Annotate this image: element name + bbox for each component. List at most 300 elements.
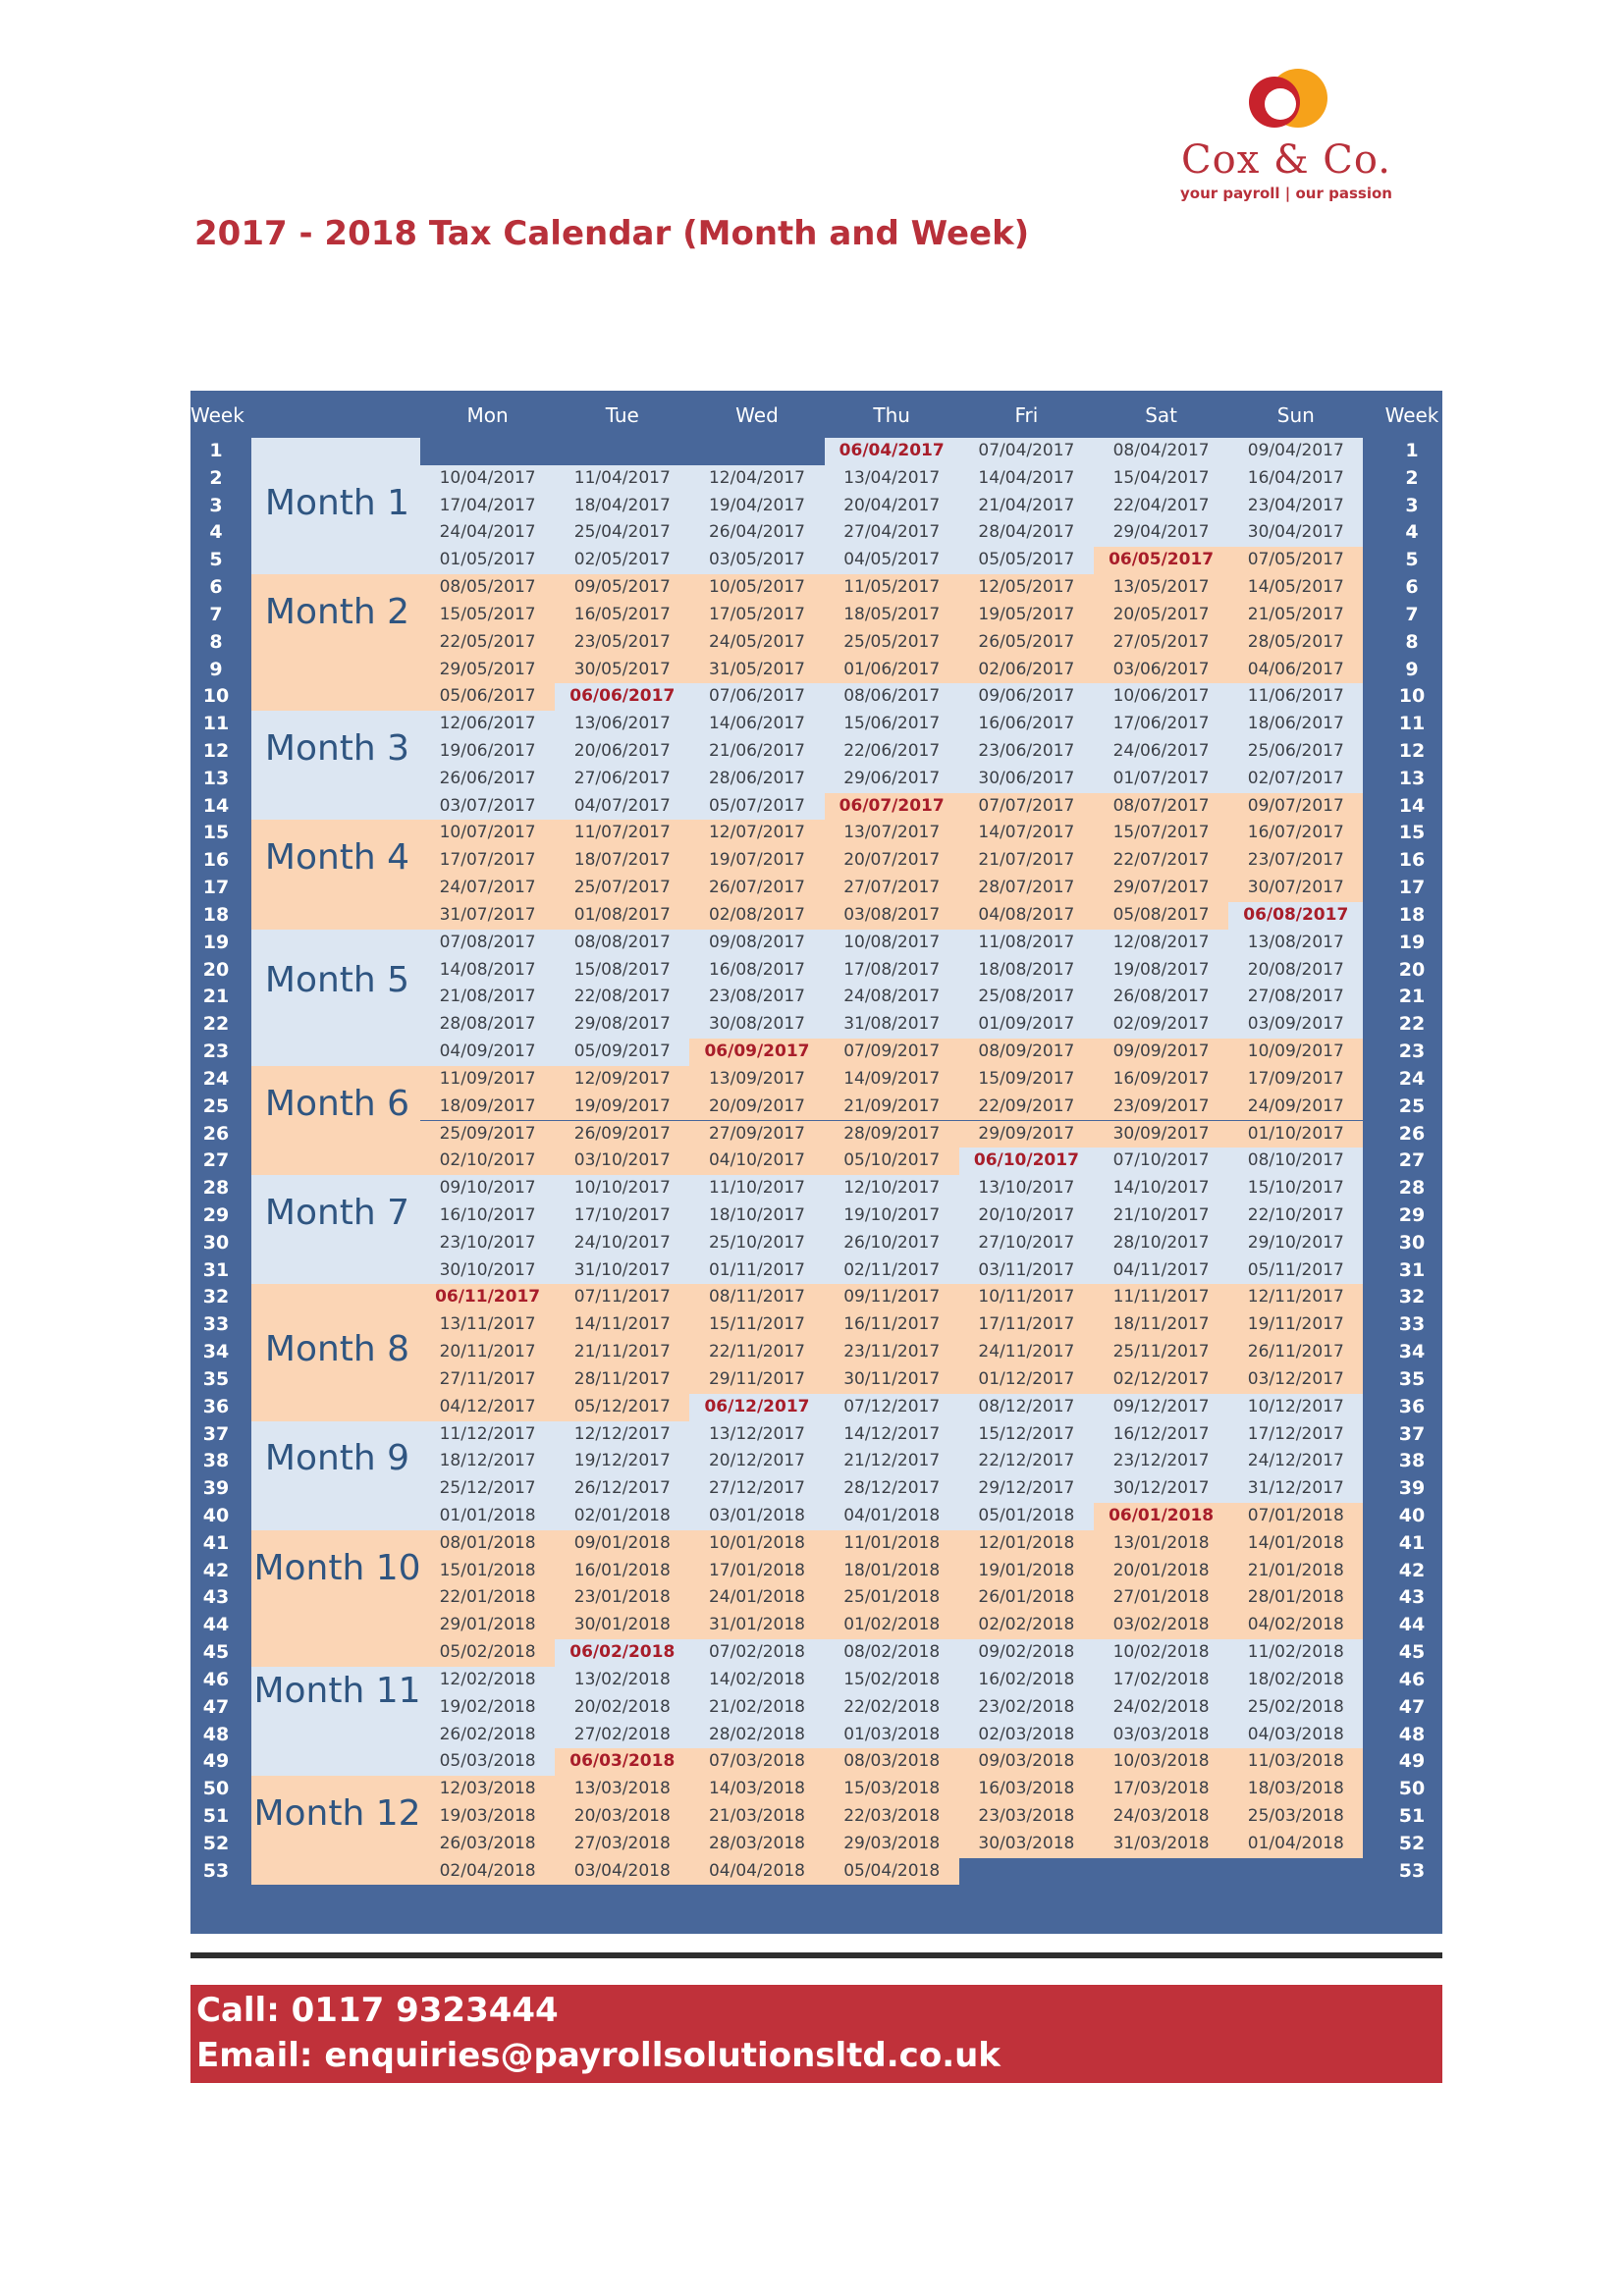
date-cell: 22/04/2017	[1112, 495, 1210, 515]
date-cell: 21/12/2017	[843, 1451, 941, 1471]
label-shade-week-39	[251, 1475, 420, 1503]
week-number-left: 8	[209, 630, 223, 653]
label-shade-week-48	[251, 1722, 420, 1749]
date-cell: 01/05/2017	[439, 550, 536, 570]
date-cell: 05/03/2018	[439, 1751, 536, 1772]
date-cell: 24/08/2017	[843, 987, 941, 1007]
date-cell: 21/10/2017	[1112, 1204, 1210, 1225]
date-cell: 23/07/2017	[1247, 850, 1344, 871]
week-number-left: 19	[202, 931, 230, 953]
date-cell: 20/06/2017	[573, 741, 671, 762]
date-cell: 04/04/2018	[708, 1860, 805, 1881]
date-cell: 04/11/2017	[1112, 1259, 1210, 1280]
date-cell: 20/08/2017	[1247, 959, 1344, 980]
month-start-date-cell: 06/03/2018	[569, 1751, 676, 1772]
week-number-left: 31	[202, 1258, 230, 1281]
date-cell: 08/09/2017	[978, 1041, 1075, 1062]
date-cell: 07/06/2017	[708, 686, 805, 707]
divider-rule	[190, 1952, 1442, 1958]
date-cell: 31/03/2018	[1112, 1833, 1210, 1853]
date-cell: 31/10/2017	[573, 1259, 671, 1280]
date-cell: 21/07/2017	[978, 850, 1075, 871]
date-cell: 26/08/2017	[1112, 987, 1210, 1007]
date-cell: 16/10/2017	[439, 1204, 536, 1225]
date-cell: 24/01/2018	[708, 1587, 805, 1608]
date-cell: 14/05/2017	[1247, 577, 1344, 598]
date-cell: 03/10/2017	[573, 1150, 671, 1171]
week-number-right: 34	[1398, 1341, 1426, 1363]
date-cell: 24/07/2017	[439, 878, 536, 898]
date-cell: 22/03/2018	[843, 1806, 941, 1826]
date-cell: 01/12/2017	[978, 1368, 1075, 1389]
date-cell: 23/05/2017	[573, 631, 671, 652]
date-cell: 02/06/2017	[978, 659, 1075, 679]
date-cell: 30/03/2018	[978, 1833, 1075, 1853]
date-cell: 16/06/2017	[978, 714, 1075, 734]
week-number-right: 36	[1398, 1395, 1426, 1417]
date-cell: 16/08/2017	[708, 959, 805, 980]
date-cell: 21/01/2018	[1247, 1560, 1344, 1580]
week-number-left: 18	[202, 903, 230, 926]
date-cell: 23/08/2017	[708, 987, 805, 1007]
date-cell: 26/02/2018	[439, 1724, 536, 1744]
date-cell: 24/09/2017	[1247, 1095, 1344, 1116]
date-cell: 21/02/2018	[708, 1696, 805, 1717]
date-cell: 09/10/2017	[439, 1178, 536, 1199]
week-number-right: 40	[1398, 1504, 1426, 1526]
week-number-right: 12	[1398, 740, 1426, 763]
date-cell: 03/05/2017	[708, 550, 805, 570]
date-cell: 03/03/2018	[1112, 1724, 1210, 1744]
date-cell: 18/09/2017	[439, 1095, 536, 1116]
month-label-10: Month 10	[253, 1547, 421, 1588]
week-number-left: 42	[202, 1559, 230, 1581]
date-cell: 02/09/2017	[1112, 1014, 1210, 1035]
date-cell: 05/08/2017	[1112, 904, 1210, 925]
week-number-left: 15	[202, 822, 230, 844]
contact-email[interactable]: Email: enquiries@payrollsolutionsltd.co.uk	[196, 2036, 1001, 2075]
label-shade-week-43	[251, 1584, 420, 1612]
date-cell: 10/03/2018	[1112, 1751, 1210, 1772]
week-number-left: 52	[202, 1832, 230, 1854]
date-cell: 20/09/2017	[708, 1095, 805, 1116]
date-cell: 30/07/2017	[1247, 878, 1344, 898]
date-cell: 12/09/2017	[573, 1068, 671, 1089]
date-cell: 29/10/2017	[1247, 1232, 1344, 1253]
week-number-right: 29	[1398, 1203, 1426, 1226]
date-cell: 25/09/2017	[439, 1123, 536, 1144]
month-start-date-cell: 06/05/2017	[1109, 550, 1215, 570]
date-cell: 28/11/2017	[573, 1368, 671, 1389]
week-number-right: 21	[1398, 986, 1426, 1008]
date-cell: 01/10/2017	[1247, 1123, 1344, 1144]
date-cell: 03/02/2018	[1112, 1615, 1210, 1635]
date-cell: 21/09/2017	[843, 1095, 941, 1116]
date-cell: 01/02/2018	[843, 1615, 941, 1635]
date-cell: 12/01/2018	[978, 1532, 1075, 1553]
date-cell: 15/10/2017	[1247, 1178, 1344, 1199]
date-cell: 27/10/2017	[978, 1232, 1075, 1253]
month-start-date-cell: 06/08/2017	[1243, 904, 1349, 925]
date-cell: 27/07/2017	[843, 878, 941, 898]
date-cell: 08/10/2017	[1247, 1150, 1344, 1171]
date-cell: 23/12/2017	[1112, 1451, 1210, 1471]
date-cell: 04/07/2017	[573, 795, 671, 816]
label-shade-week-5	[251, 547, 420, 574]
week-number-left: 9	[209, 658, 223, 680]
day-header-tue: Tue	[605, 403, 639, 427]
date-cell: 22/10/2017	[1247, 1204, 1344, 1225]
date-cell: 29/11/2017	[708, 1368, 805, 1389]
week-number-left: 28	[202, 1177, 230, 1200]
week-number-right: 13	[1398, 767, 1426, 789]
week-number-left: 37	[202, 1422, 230, 1445]
date-cell: 11/11/2017	[1112, 1287, 1210, 1308]
week-number-left: 17	[202, 877, 230, 899]
month-label-9: Month 9	[264, 1438, 410, 1479]
week-number-left: 49	[202, 1750, 230, 1773]
date-cell: 02/03/2018	[978, 1724, 1075, 1744]
brand-tagline: your payroll | our passion	[1180, 185, 1392, 202]
month-label-3: Month 3	[264, 727, 410, 769]
week-number-left: 46	[202, 1668, 230, 1690]
date-cell: 11/08/2017	[978, 932, 1075, 952]
date-cell: 15/12/2017	[978, 1423, 1075, 1444]
date-cell: 20/02/2018	[573, 1696, 671, 1717]
date-cell: 24/11/2017	[978, 1342, 1075, 1362]
week-number-right: 23	[1398, 1041, 1426, 1063]
page-title: 2017 - 2018 Tax Calendar (Month and Week)	[194, 214, 1030, 253]
date-cell: 29/04/2017	[1112, 522, 1210, 543]
week-number-right: 11	[1398, 713, 1426, 735]
date-cell: 08/06/2017	[843, 686, 941, 707]
date-cell: 31/07/2017	[439, 904, 536, 925]
week-number-right: 28	[1398, 1177, 1426, 1200]
date-cell: 07/07/2017	[978, 795, 1075, 816]
date-cell: 17/02/2018	[1112, 1669, 1210, 1689]
date-cell: 21/05/2017	[1247, 604, 1344, 624]
date-cell: 27/05/2017	[1112, 631, 1210, 652]
date-cell: 30/12/2017	[1112, 1478, 1210, 1499]
date-cell: 07/12/2017	[843, 1396, 941, 1416]
date-cell: 11/03/2018	[1247, 1751, 1344, 1772]
date-cell: 31/08/2017	[843, 1014, 941, 1035]
date-cell: 21/08/2017	[439, 987, 536, 1007]
week-number-left: 4	[209, 521, 223, 544]
date-cell: 22/09/2017	[978, 1095, 1075, 1116]
date-cell: 21/04/2017	[978, 495, 1075, 515]
date-cell: 13/09/2017	[708, 1068, 805, 1089]
date-cell: 18/05/2017	[843, 604, 941, 624]
date-cell: 04/10/2017	[708, 1150, 805, 1171]
label-shade-week-27	[251, 1148, 420, 1175]
date-cell: 25/10/2017	[708, 1232, 805, 1253]
date-cell: 20/12/2017	[708, 1451, 805, 1471]
date-cell: 03/12/2017	[1247, 1368, 1344, 1389]
date-cell: 01/11/2017	[708, 1259, 805, 1280]
date-cell: 01/04/2018	[1247, 1833, 1344, 1853]
date-cell: 28/09/2017	[843, 1123, 941, 1144]
date-cell: 27/04/2017	[843, 522, 941, 543]
date-cell: 12/12/2017	[573, 1423, 671, 1444]
label-shade-week-14	[251, 793, 420, 821]
date-cell: 21/11/2017	[573, 1342, 671, 1362]
week-number-left: 51	[202, 1805, 230, 1827]
logo-circles-icon	[1237, 61, 1335, 139]
date-cell: 13/10/2017	[978, 1178, 1075, 1199]
week-number-right: 33	[1398, 1313, 1426, 1336]
label-shade-week-49	[251, 1748, 420, 1776]
date-cell: 22/11/2017	[708, 1342, 805, 1362]
date-cell: 04/02/2018	[1247, 1615, 1344, 1635]
date-cell: 15/07/2017	[1112, 823, 1210, 843]
date-cell: 01/09/2017	[978, 1014, 1075, 1035]
tax-calendar-table	[190, 391, 1442, 1934]
date-cell: 03/08/2017	[843, 904, 941, 925]
week-number-right: 4	[1405, 521, 1419, 544]
date-cell: 10/01/2018	[708, 1532, 805, 1553]
date-cell: 23/06/2017	[978, 741, 1075, 762]
week-number-left: 50	[202, 1778, 230, 1800]
week-number-left: 14	[202, 794, 230, 817]
week-number-left: 2	[209, 466, 223, 489]
date-cell: 12/11/2017	[1247, 1287, 1344, 1308]
date-cell: 23/10/2017	[439, 1232, 536, 1253]
date-cell: 14/04/2017	[978, 467, 1075, 488]
week-number-left: 25	[202, 1095, 230, 1117]
date-cell: 05/06/2017	[439, 686, 536, 707]
date-cell: 27/06/2017	[573, 768, 671, 788]
date-cell: 20/05/2017	[1112, 604, 1210, 624]
date-cell: 05/11/2017	[1247, 1259, 1344, 1280]
date-cell: 05/07/2017	[708, 795, 805, 816]
date-cell: 23/09/2017	[1112, 1095, 1210, 1116]
label-shade-week-8	[251, 629, 420, 657]
date-cell: 03/01/2018	[708, 1505, 805, 1525]
date-cell: 17/08/2017	[843, 959, 941, 980]
date-cell: 18/02/2018	[1247, 1669, 1344, 1689]
date-cell: 02/07/2017	[1247, 768, 1344, 788]
week-number-left: 29	[202, 1203, 230, 1226]
date-cell: 19/09/2017	[573, 1095, 671, 1116]
date-cell: 24/12/2017	[1247, 1451, 1344, 1471]
week-number-right: 27	[1398, 1149, 1426, 1172]
date-cell: 25/06/2017	[1247, 741, 1344, 762]
date-cell: 08/11/2017	[708, 1287, 805, 1308]
date-cell: 01/07/2017	[1112, 768, 1210, 788]
brand-name: Cox & Co.	[1181, 137, 1391, 183]
date-cell: 27/11/2017	[439, 1368, 536, 1389]
date-cell: 12/04/2017	[708, 467, 805, 488]
date-cell: 11/04/2017	[573, 467, 671, 488]
date-cell: 13/08/2017	[1247, 932, 1344, 952]
date-cell: 28/02/2018	[708, 1724, 805, 1744]
date-cell: 10/04/2017	[439, 467, 536, 488]
week-number-right: 49	[1398, 1750, 1426, 1773]
date-cell: 20/07/2017	[843, 850, 941, 871]
date-cell: 19/12/2017	[573, 1451, 671, 1471]
date-cell: 26/07/2017	[708, 878, 805, 898]
week-number-right: 51	[1398, 1805, 1426, 1827]
label-shade-week-30	[251, 1230, 420, 1257]
date-cell: 10/08/2017	[843, 932, 941, 952]
date-cell: 24/06/2017	[1112, 741, 1210, 762]
label-shade-week-18	[251, 902, 420, 930]
month-label-2: Month 2	[264, 591, 410, 632]
date-cell: 07/08/2017	[439, 932, 536, 952]
week-number-left: 20	[202, 958, 230, 981]
month-label-11: Month 11	[253, 1670, 421, 1711]
week-number-right: 3	[1405, 494, 1419, 516]
date-cell: 28/03/2018	[708, 1833, 805, 1853]
month-label-1: Month 1	[264, 482, 410, 523]
date-cell: 19/06/2017	[439, 741, 536, 762]
date-cell: 04/12/2017	[439, 1396, 536, 1416]
week-number-right: 42	[1398, 1559, 1426, 1581]
date-cell: 05/09/2017	[573, 1041, 671, 1062]
label-shade-week-23	[251, 1039, 420, 1066]
date-cell: 25/02/2018	[1247, 1696, 1344, 1717]
date-cell: 24/05/2017	[708, 631, 805, 652]
date-cell: 18/11/2017	[1112, 1314, 1210, 1335]
date-cell: 14/12/2017	[843, 1423, 941, 1444]
label-shade-week-45	[251, 1639, 420, 1667]
date-cell: 12/02/2018	[439, 1669, 536, 1689]
date-cell: 09/06/2017	[978, 686, 1075, 707]
date-cell: 17/04/2017	[439, 495, 536, 515]
date-cell: 19/05/2017	[978, 604, 1075, 624]
label-shade-week-17	[251, 875, 420, 902]
date-cell: 23/01/2018	[573, 1587, 671, 1608]
week-number-right: 9	[1405, 658, 1419, 680]
week-number-right: 45	[1398, 1641, 1426, 1664]
date-cell: 16/04/2017	[1247, 467, 1344, 488]
date-cell: 02/02/2018	[978, 1615, 1075, 1635]
date-cell: 19/02/2018	[439, 1696, 536, 1717]
date-cell: 29/08/2017	[573, 1014, 671, 1035]
day-header-thu: Thu	[873, 403, 910, 427]
week-number-left: 1	[209, 440, 223, 461]
week-number-left: 32	[202, 1286, 230, 1308]
week-number-right: 44	[1398, 1614, 1426, 1636]
date-cell: 24/04/2017	[439, 522, 536, 543]
date-cell: 11/01/2018	[843, 1532, 941, 1553]
week-number-right: 19	[1398, 931, 1426, 953]
date-cell: 13/06/2017	[573, 714, 671, 734]
date-cell: 15/08/2017	[573, 959, 671, 980]
date-cell: 30/06/2017	[978, 768, 1075, 788]
date-cell: 24/02/2018	[1112, 1696, 1210, 1717]
label-shade-week-53	[251, 1858, 420, 1886]
month-label-6: Month 6	[264, 1083, 410, 1124]
date-cell: 18/06/2017	[1247, 714, 1344, 734]
date-cell: 19/03/2018	[439, 1806, 536, 1826]
date-cell: 08/05/2017	[439, 577, 536, 598]
month-start-date-cell: 06/09/2017	[704, 1041, 810, 1062]
date-cell: 26/01/2018	[978, 1587, 1075, 1608]
week-number-right: 6	[1405, 576, 1419, 599]
week-number-left: 30	[202, 1231, 230, 1254]
week-number-left: 22	[202, 1013, 230, 1036]
date-cell: 16/02/2018	[978, 1669, 1075, 1689]
date-cell: 30/11/2017	[843, 1368, 941, 1389]
date-cell: 08/08/2017	[573, 932, 671, 952]
date-cell: 29/09/2017	[978, 1123, 1075, 1144]
date-cell: 17/05/2017	[708, 604, 805, 624]
week-number-left: 5	[209, 549, 223, 571]
date-cell: 05/02/2018	[439, 1642, 536, 1663]
month-label-5: Month 5	[264, 960, 410, 1001]
date-cell: 12/05/2017	[978, 577, 1075, 598]
date-cell: 30/08/2017	[708, 1014, 805, 1035]
week-number-left: 38	[202, 1450, 230, 1472]
date-cell: 07/02/2018	[708, 1642, 805, 1663]
date-cell: 15/03/2018	[843, 1779, 941, 1799]
date-cell: 02/10/2017	[439, 1150, 536, 1171]
date-cell: 14/03/2018	[708, 1779, 805, 1799]
date-cell: 07/11/2017	[573, 1287, 671, 1308]
date-cell: 04/08/2017	[978, 904, 1075, 925]
week-number-right: 22	[1398, 1013, 1426, 1036]
contact-phone[interactable]: Call: 0117 9323444	[196, 1991, 559, 2030]
date-cell: 22/02/2018	[843, 1696, 941, 1717]
date-cell: 31/12/2017	[1247, 1478, 1344, 1499]
date-cell: 02/04/2018	[439, 1860, 536, 1881]
week-number-right: 35	[1398, 1367, 1426, 1390]
label-shade-week-44	[251, 1612, 420, 1639]
date-cell: 26/12/2017	[573, 1478, 671, 1499]
date-cell: 28/07/2017	[978, 878, 1075, 898]
month-start-date-cell: 06/11/2017	[435, 1287, 541, 1308]
date-cell: 14/07/2017	[978, 823, 1075, 843]
date-cell: 11/09/2017	[439, 1068, 536, 1089]
date-cell: 07/03/2018	[708, 1751, 805, 1772]
date-cell: 29/05/2017	[439, 659, 536, 679]
date-cell: 12/08/2017	[1112, 932, 1210, 952]
date-cell: 05/01/2018	[978, 1505, 1075, 1525]
date-cell: 11/12/2017	[439, 1423, 536, 1444]
date-cell: 10/02/2018	[1112, 1642, 1210, 1663]
date-cell: 15/04/2017	[1112, 467, 1210, 488]
date-cell: 28/06/2017	[708, 768, 805, 788]
date-cell: 26/09/2017	[573, 1123, 671, 1144]
label-shade-week-1	[251, 438, 420, 465]
date-cell: 09/04/2017	[1247, 441, 1344, 460]
week-number-left: 39	[202, 1477, 230, 1500]
date-cell: 19/10/2017	[843, 1204, 941, 1225]
date-cell: 17/03/2018	[1112, 1779, 1210, 1799]
date-cell: 02/05/2017	[573, 550, 671, 570]
date-cell: 03/06/2017	[1112, 659, 1210, 679]
date-cell: 27/08/2017	[1247, 987, 1344, 1007]
week-number-right: 24	[1398, 1067, 1426, 1090]
date-cell: 29/03/2018	[843, 1833, 941, 1853]
week-number-left: 11	[202, 713, 230, 735]
date-cell: 03/11/2017	[978, 1259, 1075, 1280]
date-cell: 19/07/2017	[708, 850, 805, 871]
date-cell: 30/05/2017	[573, 659, 671, 679]
date-cell: 19/08/2017	[1112, 959, 1210, 980]
date-cell: 09/12/2017	[1112, 1396, 1210, 1416]
date-cell: 08/07/2017	[1112, 795, 1210, 816]
week-number-right: 37	[1398, 1422, 1426, 1445]
date-cell: 23/04/2017	[1247, 495, 1344, 515]
week-number-left: 12	[202, 740, 230, 763]
date-cell: 24/10/2017	[573, 1232, 671, 1253]
date-cell: 11/10/2017	[708, 1178, 805, 1199]
date-cell: 16/01/2018	[573, 1560, 671, 1580]
week-number-right: 32	[1398, 1286, 1426, 1308]
